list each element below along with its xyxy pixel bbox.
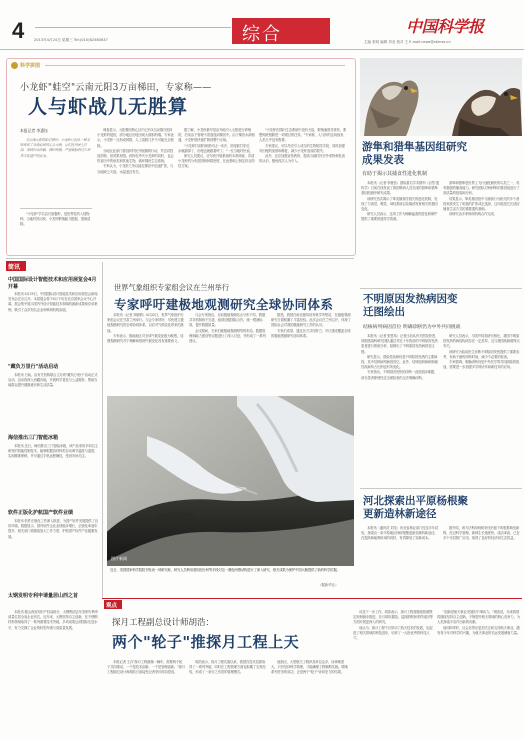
news-photo	[107, 396, 354, 566]
lead-tag-icon	[11, 62, 18, 69]
brief-title-3: 海信推出三门智能冰箱	[8, 435, 59, 441]
lead-text-col4: "小龙虾在梯田生态系统中没有天敌，繁殖速度非常快，要想彻底根除是一项艰巨的任务。"专家称，人与虾的这场战争，人类几乎没有胜算。 专家建议，可以考虑引入适当的生物防控手段，同时加强对田埂的加固和修复，减少小龙虾造成的损失。 此外，还应加强宣传教育，提高当地村民对外来物种危害的认识，避免再次人为引入。	[259, 128, 347, 164]
left-col-divider	[102, 262, 103, 598]
bottom-kicker: 探月工程副总设计师胡浩：	[112, 618, 215, 628]
left-col-top-rule	[6, 258, 354, 259]
section-title: 综合	[242, 24, 282, 45]
bottom-headline: 两个"轮子"推探月工程上天	[112, 633, 300, 651]
bottom-text-col5: "创新是航天事业发展的不竭动力。"胡浩说，未来我国将继续坚持自主创新，不断提升航天领域的核心竞争力，为人类探索宇宙作出新的贡献。 他同时呼吁，社会各界应更加关注和支持航天事业，激发青少年对科学的兴趣，为航天事业的长远发展储备力量。	[437, 610, 520, 635]
fever-subhead: 结核病列病因首位 明确诊断仍为中外共同挑战	[363, 325, 461, 330]
birds-text-col1: 本报讯（记者 李惠钰）国际著名学术期刊《自然·遗传学》日前在线发表了我国科研人员完成的游隼和猎隼基因组测序研究成果。 该研究首次揭示了隼类捕食性相关的进化机制，发现了与视觉、嗅觉、神经系统以及喙部发育相关的基因变化。 研究人员表示，这项工作为理解猛禽的进化和保护提供了重要的遗传学资源。	[361, 181, 439, 222]
header-rule-left	[35, 27, 231, 28]
brief-title-4: 软件正版化护航国产软件业绩	[8, 510, 74, 516]
lead-text-col2: 调查显示，元阳梯田核心区内已有3万亩梯田受到小龙虾的侵扰，部分地区田埂出现大面积坍塌。专家表示，小龙虾一旦形成种群，人工清除几乎不可能完全根除。 当地农业部门曾组织村民开展捕捞行动，并尝试投放药物，但效果有限。药物在杀灭小龙虾的同时，也会伤害田中的鱼类和其他生物，破坏梯田生态系统。 专家认为，小龙虾之所以能在梯田中迅速扩张，与当地缺乏天敌、水温适宜有关。	[97, 128, 174, 174]
brief-text-3: 本报讯 近日，海信推出三门智能冰箱，该产品采用多项自主研发的智能控制技术，能够根据食材种类自动调节温度与湿度，实现精准保鲜，并可通过手机远程操控，受到市场关注。	[8, 444, 98, 459]
fever-headline: 不明原因发热病因变迁图绘出	[363, 293, 458, 318]
birds-photo	[360, 58, 522, 136]
page-header	[0, 0, 524, 52]
birds-headline: 游隼和猎隼基因组研究成果发表	[362, 141, 467, 166]
brief-title-1: 中国国际设计智能技术和应用展览会4月开幕	[8, 277, 97, 290]
main-text-col3: 据悉，我国在南北极均设有科学考察站，在极地观测研究方面积累了丰富经验。此次会议在兰州召开，体现了国际社会对我国极地研究工作的认可。 专家们希望，通过各方共同努力，早日建成覆盖全球的极地观测研究协同体系。	[271, 313, 351, 338]
main-byline: 本报讯（记者 刘晓倩）	[113, 313, 146, 317]
birds-subhead: 有助于揭示其捕食性进化机制	[362, 171, 428, 177]
brief-text-1: 本报讯 4月23日，中国国际设计智能技术和应用展览会新闻发布会在京召开。本届展会将于4月下旬在北京国家会议中心开幕，展会集中展示国内外设计智能技术领域的最新成果和应用案例，吸引了众多知名企业和科研机构参展。	[8, 292, 98, 312]
lead-text-col1: "小龙虾"学名克氏原螯虾，是世界性的入侵物种。当地村民反映，小龙虾繁殖能力极强，很难清除。	[20, 212, 91, 227]
photo-caption: 近日，美国国家科学院院刊发表一项研究称，研究人员利用基因组分析等手段对这一濒危两栖动物进行了深入研究，相关成果为保护中国大鲵提供了新的科学依据。	[110, 568, 340, 572]
lead-intro-rule	[20, 208, 92, 209]
lead-byline: 本报记者 李惠钰	[20, 128, 48, 133]
brief-title-2: "藏负万里行"活动启动	[8, 364, 59, 370]
fever-byline: 本报讯（记者 张思玮）	[367, 334, 400, 338]
lead-tag-rule	[45, 65, 345, 66]
forest-text-col2: 据介绍，该方法利用杨树采伐后留下的根系萌发新株，经过科学管理，新林生长速度快、成活率高，已在多个市县推广应用，取得了良好的经济和生态效益。	[443, 526, 520, 541]
birds-text-col2: 游隼和猎隼是世界上飞行速度最快的鸟类之一，具有极强的捕食能力。研究团队对两种隼的基因组进行了高质量的组装和分析。 结果显示，隼类基因组中与捕食行为相关的多个基因家族发生了明显的扩张或正选择，这可能是它们适应捕食生活方式的重要遗传基础。 该研究由多家科研机构合作完成。	[443, 181, 520, 217]
brand-logo: 中国科学报	[406, 17, 484, 36]
bottom-text-col2: 胡浩表示，探月工程实施以来，我国在技术层面取得了一系列突破，同时在工程管理方面也积累了宝贵经验，形成了一套行之有效的管理模式。	[189, 660, 266, 675]
fever-text-col2: 研究人员表示，与国外同类研究相比，我国不明原因发热的病因构成存在一定差异，这与我国疾病谱特点有关。 该研究为临床医生诊断不明原因发热提供了重要参考，有助于缩短诊断时间，减少不必要的检查。 专家强调，明确诊断仍是中外医学界共同面临的挑战，需要进一步加强多学科协作和新技术的应用。	[443, 334, 520, 370]
bottom-top-rule	[102, 598, 522, 599]
fever-text-col1: 本报讯（记者 张思玮）记者日前从有关医院获悉，该院感染科研究团队通过对近十年收治的不明原因发热患者进行系统分析，绘制出了不明原因发热病因变迁图。 研究显示，感染性疾病仍是不明原因发热的主要病因，其中结核病列病因首位。此外，结缔组织病和肿瘤性疾病所占比例也有所变化。 专家指出，不明原因发热的诊断一直是临床难题，部分患者即使经过全面检查仍无法明确诊断。	[361, 334, 439, 380]
brief-title-5: 太钢发明专利申请量居山西之首	[8, 593, 79, 599]
lead-intro-text: 在云南元阳的哈尼梯田，小龙虾已经从一种美味变成了当地农民的心头大患。它们在田埂上打洞，导致田水渗漏，梯田垮塌，严重威胁着这片世界文化遗产的安全。	[20, 138, 91, 158]
lead-text-col3: 据了解，小龙虾最早是由外地引入元阳进行养殖的，后来由于管理不善逃逸到梯田中。由于梯田水源相通，小龙虾很快便扩散到整个区域。 "小龙虾打洞的深度可达一米多，田埂被打穿后，水就漏掉了，田埂也就跟着垮了。"一位当地村民说。 研究人员建议，应尽快开展系统的本底调查，弄清小龙虾的分布范围和种群密度，在此基础上制定综合防控方案。	[178, 128, 255, 169]
lead-kicker: 小龙虾"蛙空"云南元阳3万亩梯田，专家称——	[20, 83, 212, 93]
briefs-label-text: 简讯	[8, 264, 21, 271]
brief-text-5: 本报讯 据山西省知识产权局统计，太钢集团去年发明专利申请量位居全省企业首位。近年来，太钢坚持自主创新，在不锈钢材料领域取得了一系列重要技术突破，多项成果达到国际先进水平，有力支撑了企业的转型升级与高质量发展。	[8, 610, 98, 630]
main-text-col2: 与会专家指出，目前极地观测站点分布不均，数据共享机制尚不完善，亟须加强国际合作，统一观测标准，提升数据质量。 会议期间，专家们就极地观测网络的布局、数据管理和能力建设等议题进行了深入讨论，并形成了一系列建议。	[189, 313, 266, 344]
photo-label: 图片新闻	[111, 556, 127, 561]
page-number: 4	[12, 18, 25, 43]
birds-byline: 本报讯（记者 李惠钰）	[367, 181, 400, 185]
main-headline: 专家呼吁建极地观测研究全球协同体系	[114, 297, 334, 312]
bottom-text-col4: 谈及下一步工作，胡浩表示，探月工程将继续按照既定规划稳步推进，在月球软着陆、巡视勘察和采样返回等方面开展更深入的研究。 他认为，探月工程不仅带动了航天技术的发展，也促进了相关领域的科技进步，培养了一大批优秀的科技人才。	[353, 610, 433, 641]
forest-byline: 本报讯（通讯员 刘龙）	[367, 526, 400, 530]
bottom-byline: 本报记者 王卉	[113, 660, 134, 664]
lead-tag: 科学拼图	[20, 63, 41, 69]
opinion-label: 观点	[106, 603, 118, 609]
brief-text-2: 本报讯 日前，由有关机构联合主办的"藏负万里行"活动正式启动，活动将深入西藏各地，开展科学普及与公益服务，帮助当地群众提升健康意识和生活质量。	[8, 373, 98, 388]
header-rule	[0, 49, 524, 50]
birds-bottom-rule	[360, 288, 522, 289]
fever-bottom-rule	[360, 488, 522, 489]
forest-headline: 河北探索出平原杨根聚更新造林新途径	[363, 495, 468, 520]
main-text-col1: 本报讯（记者 刘晓倩）4月22日，世界气象组织专家组会议在甘肃兰州举行。与会专家呼吁，尽快建立极地观测研究的全球协同体系，以应对气候变化带来的挑战。 专家表示，极地地区对全球气候变化极为敏感，加强观测研究对于理解和预测气候变化具有重要意义。	[107, 313, 184, 344]
forest-text-col1: 本报讯（通讯员 刘龙）河北省林业部门经过多年试验，探索出一条平原地区杨树根聚更新造林的新途径，在提高林地利用率的同时，有效降低了造林成本。	[361, 526, 439, 541]
date-line: 2013年4月24日 星期三 Tel:(010)62580637	[34, 38, 108, 42]
brief-text-4: 本报讯 软件正版化工作深入推进，为国产软件发展提供了良好环境。数据显示，国内软件企业业绩稳步增长，正版化率逐年提升，相关部门将继续加大工作力度，护航国产软件产业健康发展。	[8, 519, 98, 539]
bottom-text-col1: 本报记者 王卉"探月工程就像一辆车，需要两个轮子共同推动，一个是技术创新，一个是管理创新。"探月工程副总设计师胡浩日前接受记者采访时如是说。	[107, 660, 185, 675]
main-kicker: 世界气象组织专家组会议在兰州举行	[114, 283, 230, 292]
editor-line: 主编 张明 编辑 刘亚 校对 王 E-mail:news@stimes.cn	[364, 40, 451, 44]
bottom-text-col3: 他指出，大型航天工程涉及单位众多，协调难度大，只有坚持科学管理，才能确保工程顺利实施。嫦娥系列任务的成功，正是两个"轮子"协同发力的结果。	[271, 660, 348, 675]
lead-headline: 人与虾战几无胜算	[28, 96, 189, 118]
photo-credit: （据新华社）	[318, 583, 339, 587]
